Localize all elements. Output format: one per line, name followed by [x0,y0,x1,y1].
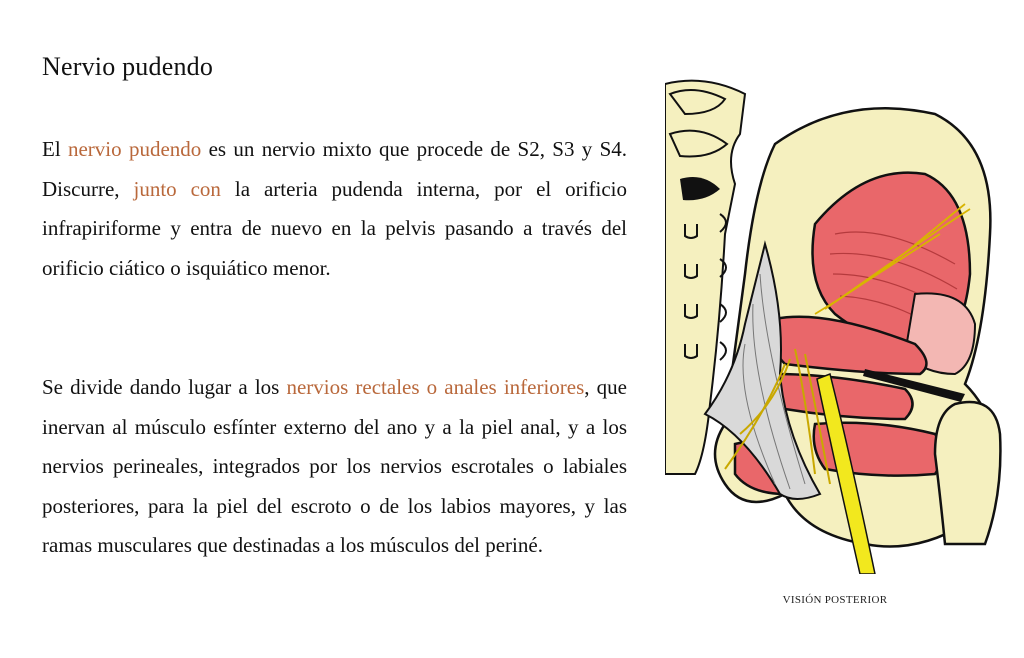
p1-text-1: El [42,137,68,161]
pudendal-nerve-diagram [665,74,1005,574]
anatomy-illustration [665,74,1005,574]
p2-text-2: , que inervan al músculo esfínter externo del ano y a la piel anal, y a los nervios perineales, integrados por los nervios escrotales o labiales posteriores, para la piel del escroto o de los labios mayores, y las ramas musculares que destinadas a los músculos del periné. [42,375,627,557]
page-title: Nervio pudendo [42,52,214,81]
paragraph-2 [42,368,627,566]
femur [935,402,1000,544]
link-nervios-rectales[interactable]: nervios rectales o anales inferiores [286,375,585,399]
p1-text-3: la arteria pudenda interna, por el orificio infrapiriforme y entra de nuevo en la pelvis pasando a través del orificio ciático o isquiático menor. [42,176,627,280]
p1-text-2: es un nervio mixto que procede de S2, S3 y S4. Discurre, [42,137,627,201]
link-nervio-pudendo[interactable]: nervio pudendo [67,137,202,161]
paragraph-1 [42,130,627,288]
p2-text-1: Se divide dando lugar a los [42,375,287,399]
figure-caption: VISIÓN POSTERIOR [782,594,888,606]
link-junto-con[interactable]: junto con [133,176,221,201]
